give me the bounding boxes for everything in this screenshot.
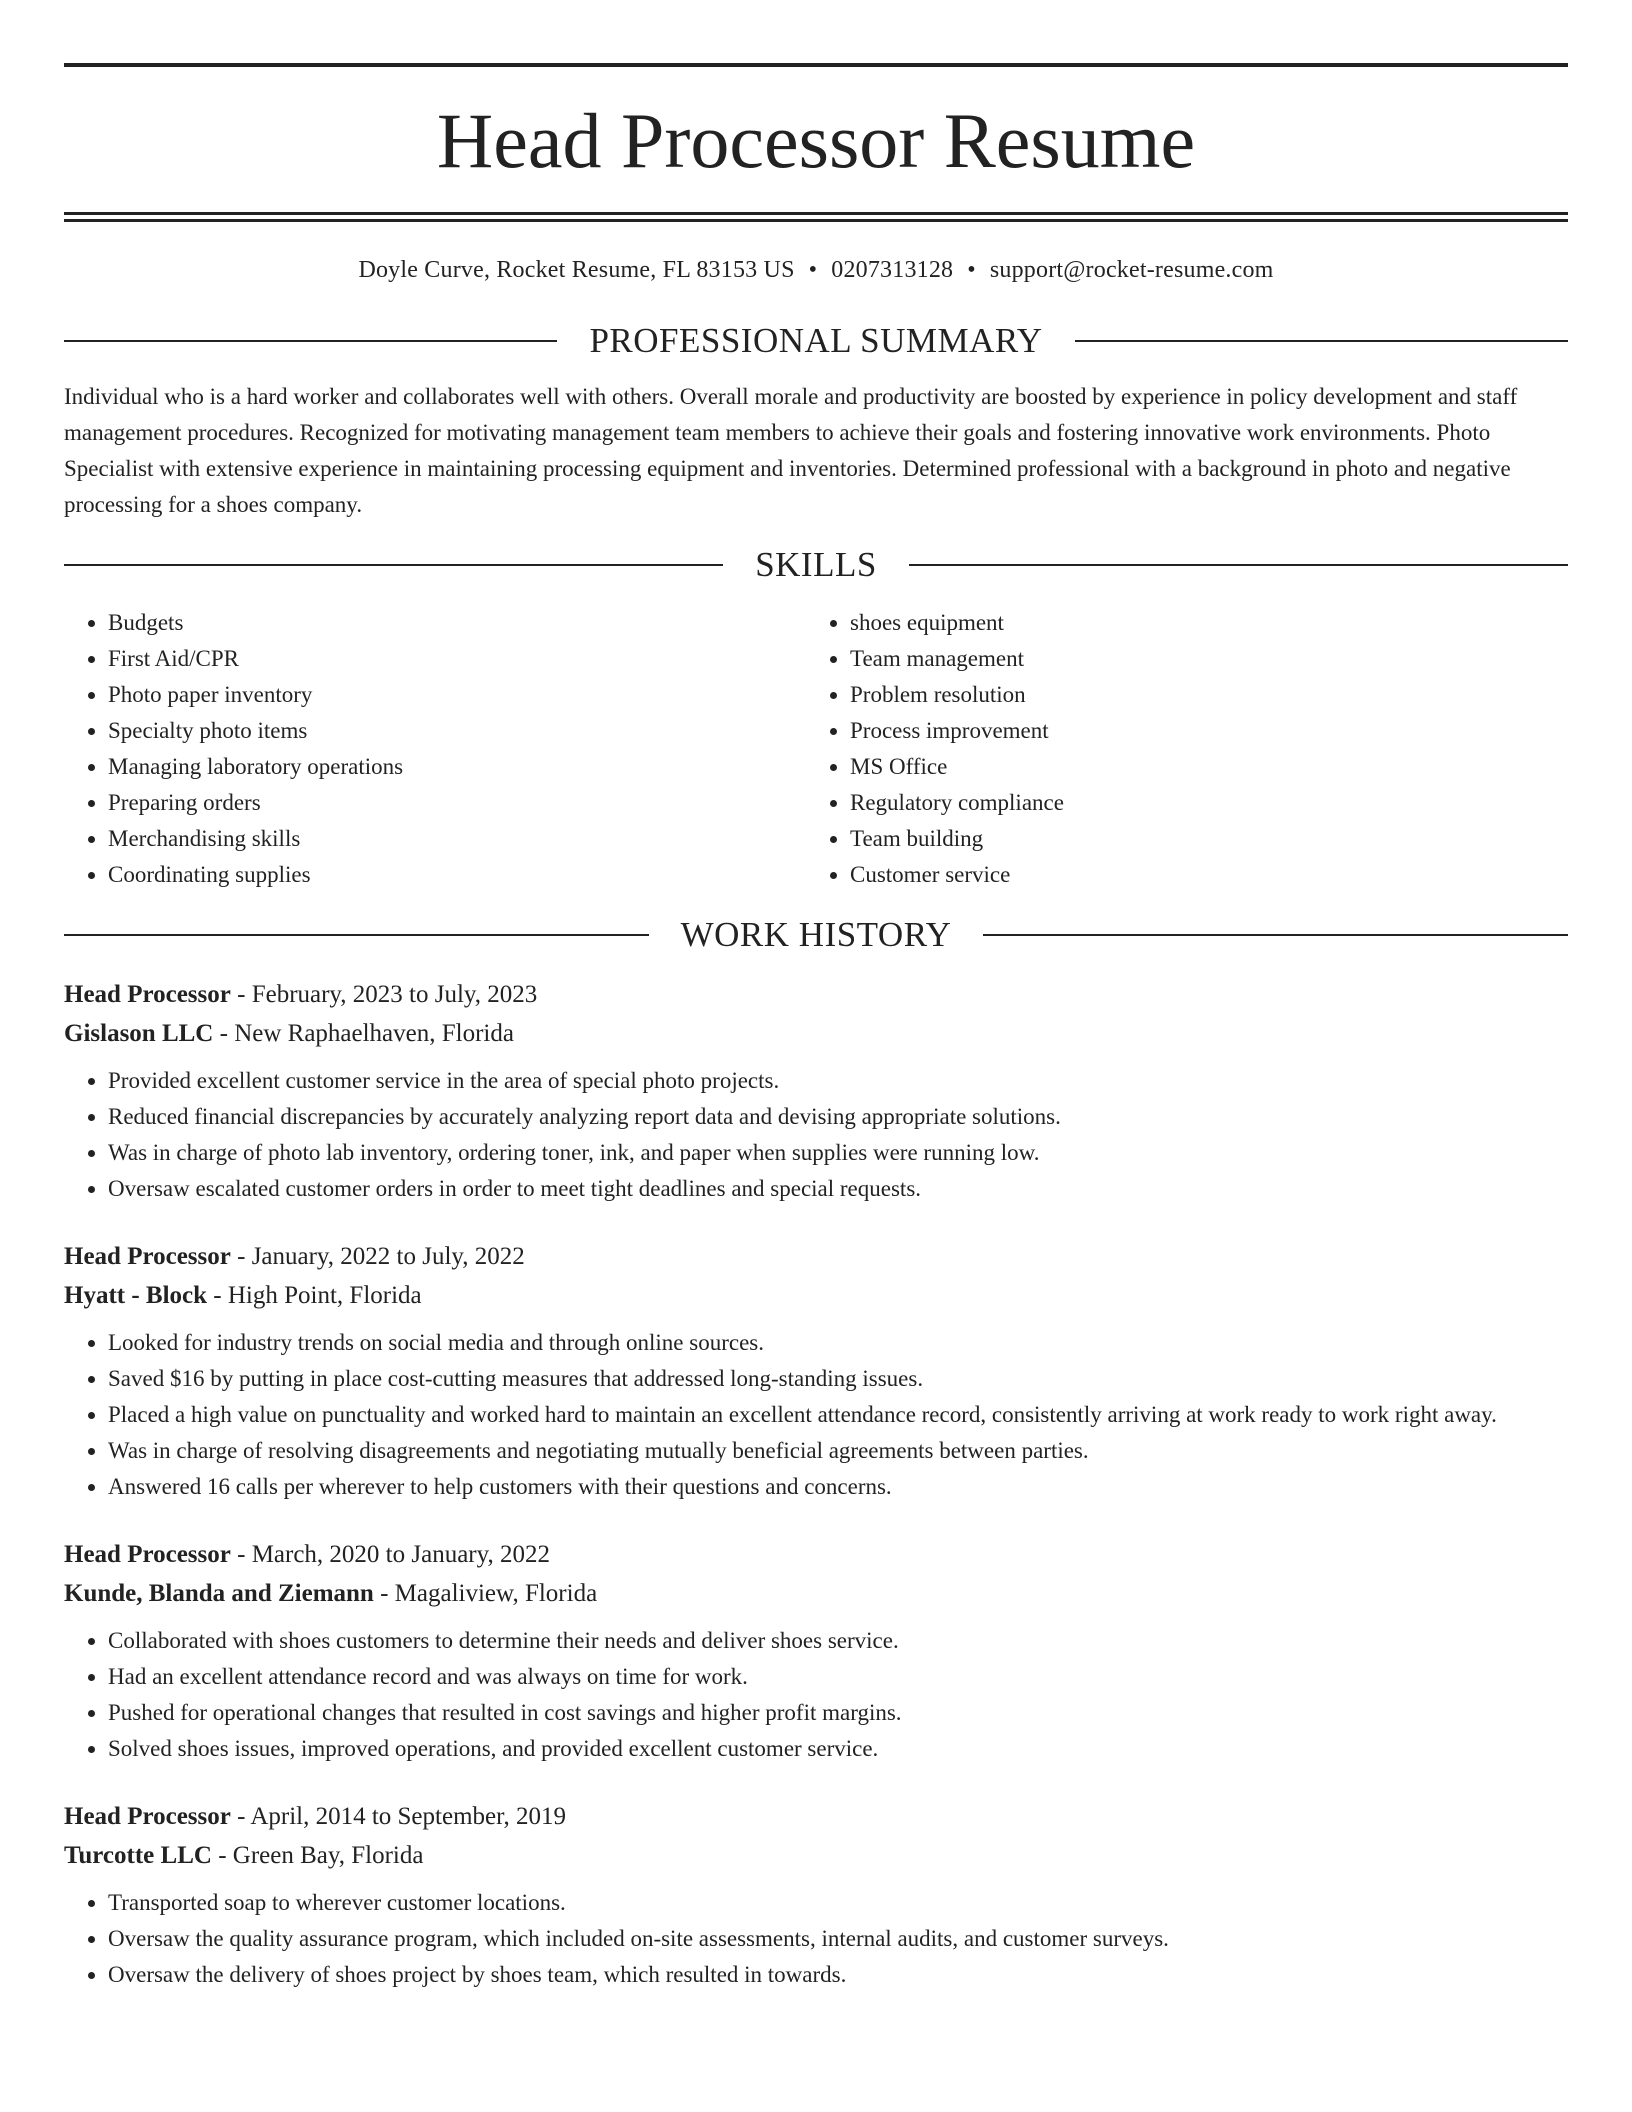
skills-list [64,605,1568,893]
job-location: New Raphaelhaven, Florida [234,1020,514,1047]
job-role: Head Processor [64,1243,231,1270]
skill-item: • Customer service [850,857,1548,893]
job-bullet: • Was in charge of photo lab inventory, ordering toner, ink, and paper when supplies were running low. [108,1135,1568,1171]
skill-item: • shoes equipment [850,605,1548,641]
skill-item: • Preparing orders [108,785,806,821]
job-bullets [64,1063,1568,1207]
contact-address: Doyle Curve, Rocket Resume, FL 83153 US [358,257,795,283]
heading-rule-right [983,934,1568,936]
job-bullet: • Oversaw escalated customer orders in order to meet tight deadlines and special requests. [108,1171,1568,1207]
job-bullet: • Solved shoes issues, improved operations, and provided excellent customer service. [108,1731,1568,1767]
job-company-line: Kunde, Blanda and Ziemann - Magaliview, Florida [64,1580,598,1607]
title-double-rule [64,212,1568,222]
job-bullet: • Answered 16 calls per wherever to help customers with their questions and concerns. [108,1469,1568,1505]
job-company-line: Turcotte LLC - Green Bay, Florida [64,1842,424,1869]
skills-column-right [806,605,1548,893]
section-title: SKILLS [755,545,877,584]
contact-separator: • [808,257,818,283]
skill-item: • Photo paper inventory [108,677,806,713]
contact-line [64,255,1568,285]
job-bullet: • Had an excellent attendance record and was always on time for work. [108,1659,1568,1695]
job-entry [64,1237,1568,1505]
job-bullets [64,1623,1568,1767]
job-dates: February, 2023 to July, 2023 [251,981,538,1008]
work-section-heading [64,915,1568,955]
job-bullet: • Pushed for operational changes that resulted in cost savings and higher profit margins. [108,1695,1568,1731]
section-title: PROFESSIONAL SUMMARY [589,321,1043,360]
job-title-line: Head Processor - January, 2022 to July, 2022 [64,1243,525,1270]
job-entry [64,1797,1568,1993]
job-location: High Point, Florida [227,1282,422,1309]
job-company-line: Hyatt - Block - High Point, Florida [64,1282,422,1309]
job-bullet: • Transported soap to wherever customer locations. [108,1885,1568,1921]
job-bullets [64,1885,1568,1993]
job-company: Hyatt - Block [64,1282,208,1309]
job-dates: January, 2022 to July, 2022 [251,1243,525,1270]
section-title: WORK HISTORY [680,915,952,954]
job-bullet: • Oversaw the delivery of shoes project by shoes team, which resulted in towards. [108,1957,1568,1993]
top-rule [64,63,1568,67]
job-dates: March, 2020 to January, 2022 [251,1541,551,1568]
skill-item: • Managing laboratory operations [108,749,806,785]
job-location: Magaliview, Florida [394,1580,598,1607]
job-company: Gislason LLC [64,1020,214,1047]
skill-item: • First Aid/CPR [108,641,806,677]
job-title-line: Head Processor - April, 2014 to September, 2019 [64,1803,566,1830]
skill-item: • Team management [850,641,1548,677]
job-entry [64,1535,1568,1767]
job-bullet: • Provided excellent customer service in the area of special photo projects. [108,1063,1568,1099]
job-role: Head Processor [64,1541,231,1568]
job-title-line: Head Processor - March, 2020 to January, 2022 [64,1541,551,1568]
job-title-line: Head Processor - February, 2023 to July, 2023 [64,981,538,1008]
summary-section-heading [64,321,1568,361]
skill-item: • MS Office [850,749,1548,785]
job-bullets [64,1325,1568,1505]
summary-text: Individual who is a hard worker and collaborates well with others. Overall morale and productivity are boosted by experience in policy development and staff management procedures. Recognized for motivating management team members to achieve their goals and fostering innovative work environments. Photo Specialist with extensive experience in maintaining processing equipment and inventories. Determined professional with a background in photo and negative processing for a shoes company. [64,384,1518,517]
skills-column-left [64,605,806,893]
job-bullet: • Saved $16 by putting in place cost-cutting measures that addressed long-standing issues. [108,1361,1568,1397]
skill-item: • Budgets [108,605,806,641]
job-role: Head Processor [64,1803,231,1830]
job-role: Head Processor [64,981,231,1008]
skill-item: • Coordinating supplies [108,857,806,893]
skill-item: • Specialty photo items [108,713,806,749]
heading-rule-right [909,564,1568,566]
heading-rule-left [64,564,723,566]
skill-item: • Team building [850,821,1548,857]
heading-rule-right [1075,340,1568,342]
contact-email: support@rocket-resume.com [989,257,1274,283]
job-location: Green Bay, Florida [232,1842,424,1869]
job-company-line: Gislason LLC - New Raphaelhaven, Florida [64,1020,514,1047]
contact-phone: 0207313128 [831,257,954,283]
resume-page [64,0,1568,1993]
skill-item: • Merchandising skills [108,821,806,857]
skill-item: • Problem resolution [850,677,1548,713]
job-company: Turcotte LLC [64,1842,212,1869]
job-bullet: • Collaborated with shoes customers to determine their needs and deliver shoes service. [108,1623,1568,1659]
skill-item: • Process improvement [850,713,1548,749]
job-dates: April, 2014 to September, 2019 [250,1803,566,1830]
skill-item: • Regulatory compliance [850,785,1548,821]
job-bullet: • Placed a high value on punctuality and worked hard to maintain an excellent attendance record, consistently arriving at work ready to work right away. [108,1397,1568,1433]
job-bullet: • Was in charge of resolving disagreements and negotiating mutually beneficial agreements between parties. [108,1433,1568,1469]
heading-rule-left [64,934,649,936]
skills-section-heading [64,545,1568,585]
heading-rule-left [64,340,557,342]
job-bullet: • Looked for industry trends on social media and through online sources. [108,1325,1568,1361]
contact-separator: • [967,257,976,283]
resume-title: Head Processor Resume [436,97,1196,184]
work-history-list [64,975,1568,1993]
job-entry [64,975,1568,1207]
job-bullet: • Oversaw the quality assurance program, which included on-site assessments, internal audits, and customer surveys. [108,1921,1568,1957]
job-bullet: • Reduced financial discrepancies by accurately analyzing report data and devising appropriate solutions. [108,1099,1568,1135]
job-company: Kunde, Blanda and Ziemann [64,1580,374,1607]
